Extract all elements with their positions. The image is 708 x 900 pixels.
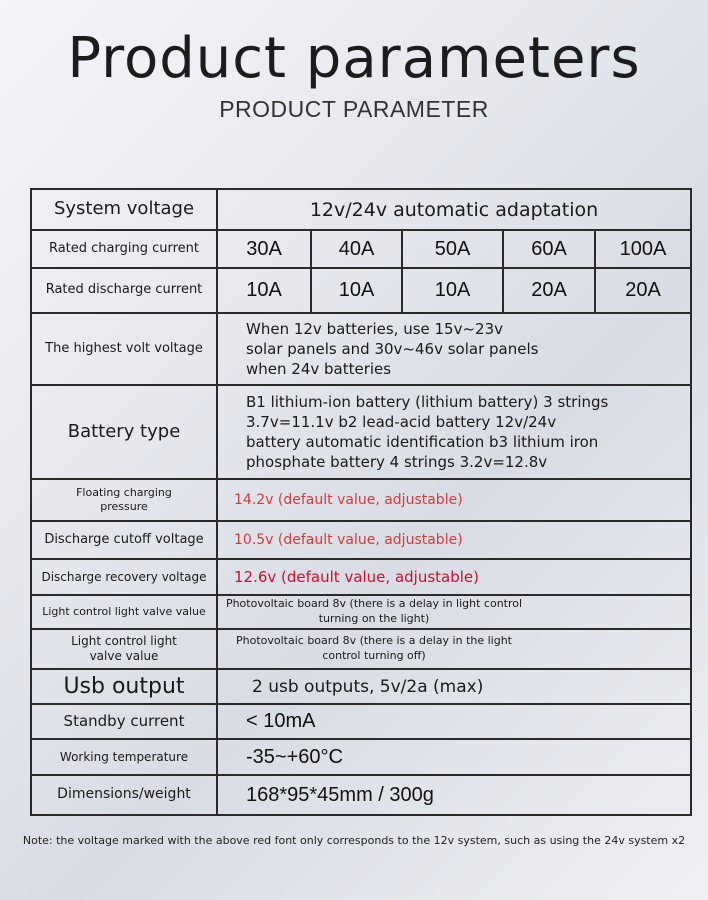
highest-volt-value: When 12v batteries, use 15v~23v solar panels and 30v~46v solar panels when 24v batteries bbox=[217, 313, 691, 385]
rated-charging-value-5: 100A bbox=[595, 230, 691, 268]
light-control-off-value: Photovoltaic board 8v (there is a delay in the light control turning off) bbox=[217, 629, 691, 669]
rated-charging-label: Rated charging current bbox=[31, 230, 217, 268]
discharge-recovery-value: 12.6v (default value, adjustable) bbox=[217, 559, 691, 595]
table-row bbox=[31, 739, 691, 775]
table-row bbox=[31, 479, 691, 521]
rated-discharge-value-1: 10A bbox=[217, 268, 311, 313]
rated-discharge-value-4: 20A bbox=[503, 268, 595, 313]
discharge-cutoff-label: Discharge cutoff voltage bbox=[31, 521, 217, 559]
working-temperature-value: -35~+60°C bbox=[217, 739, 691, 775]
table-row bbox=[31, 559, 691, 595]
floating-charging-label: Floating charging pressure bbox=[31, 479, 217, 521]
discharge-cutoff-value: 10.5v (default value, adjustable) bbox=[217, 521, 691, 559]
rated-charging-value-4: 60A bbox=[503, 230, 595, 268]
floating-charging-value: 14.2v (default value, adjustable) bbox=[217, 479, 691, 521]
table-row bbox=[31, 775, 691, 815]
rated-charging-value-3: 50A bbox=[402, 230, 503, 268]
rated-discharge-label: Rated discharge current bbox=[31, 268, 217, 313]
usb-output-value: 2 usb outputs, 5v/2a (max) bbox=[217, 669, 691, 704]
parameters-table bbox=[30, 188, 692, 816]
system-voltage-label: System voltage bbox=[31, 189, 217, 230]
table-row bbox=[31, 313, 691, 385]
system-voltage-value: 12v/24v automatic adaptation bbox=[217, 189, 691, 230]
discharge-recovery-label: Discharge recovery voltage bbox=[31, 559, 217, 595]
usb-output-label: Usb output bbox=[31, 669, 217, 704]
battery-type-label: Battery type bbox=[31, 385, 217, 479]
table-row bbox=[31, 521, 691, 559]
standby-current-value: < 10mA bbox=[217, 704, 691, 739]
page-subtitle: PRODUCT PARAMETER bbox=[219, 96, 489, 122]
table-row bbox=[31, 595, 691, 629]
table-row bbox=[31, 189, 691, 230]
table-row bbox=[31, 704, 691, 739]
light-control-on-value: Photovoltaic board 8v (there is a delay in light control turning on the light) bbox=[217, 595, 691, 629]
footnote: Note: the voltage marked with the above red font only corresponds to the 12v system, such as using the 24v system x2 bbox=[22, 834, 686, 847]
rated-discharge-value-3: 10A bbox=[402, 268, 503, 313]
rated-charging-value-1: 30A bbox=[217, 230, 311, 268]
light-control-off-label: Light control light valve value bbox=[31, 629, 217, 669]
rated-discharge-value-5: 20A bbox=[595, 268, 691, 313]
table-row bbox=[31, 629, 691, 669]
table-row bbox=[31, 268, 691, 313]
rated-charging-value-2: 40A bbox=[311, 230, 402, 268]
dimensions-weight-label: Dimensions/weight bbox=[31, 775, 217, 815]
page-title: Product parameters bbox=[67, 26, 641, 91]
dimensions-weight-value: 168*95*45mm / 300g bbox=[217, 775, 691, 815]
highest-volt-label: The highest volt voltage bbox=[31, 313, 217, 385]
standby-current-label: Standby current bbox=[31, 704, 217, 739]
light-control-on-label: Light control light valve value bbox=[31, 595, 217, 629]
battery-type-value: B1 lithium-ion battery (lithium battery) 3 strings 3.7v=11.1v b2 lead-acid battery 12v/24v battery automatic identification b3 lithium iron phosphate battery 4 strings 3.2v=12.8v bbox=[217, 385, 691, 479]
table-row bbox=[31, 230, 691, 268]
rated-discharge-value-2: 10A bbox=[311, 268, 402, 313]
working-temperature-label: Working temperature bbox=[31, 739, 217, 775]
table-row bbox=[31, 669, 691, 704]
table-row bbox=[31, 385, 691, 479]
